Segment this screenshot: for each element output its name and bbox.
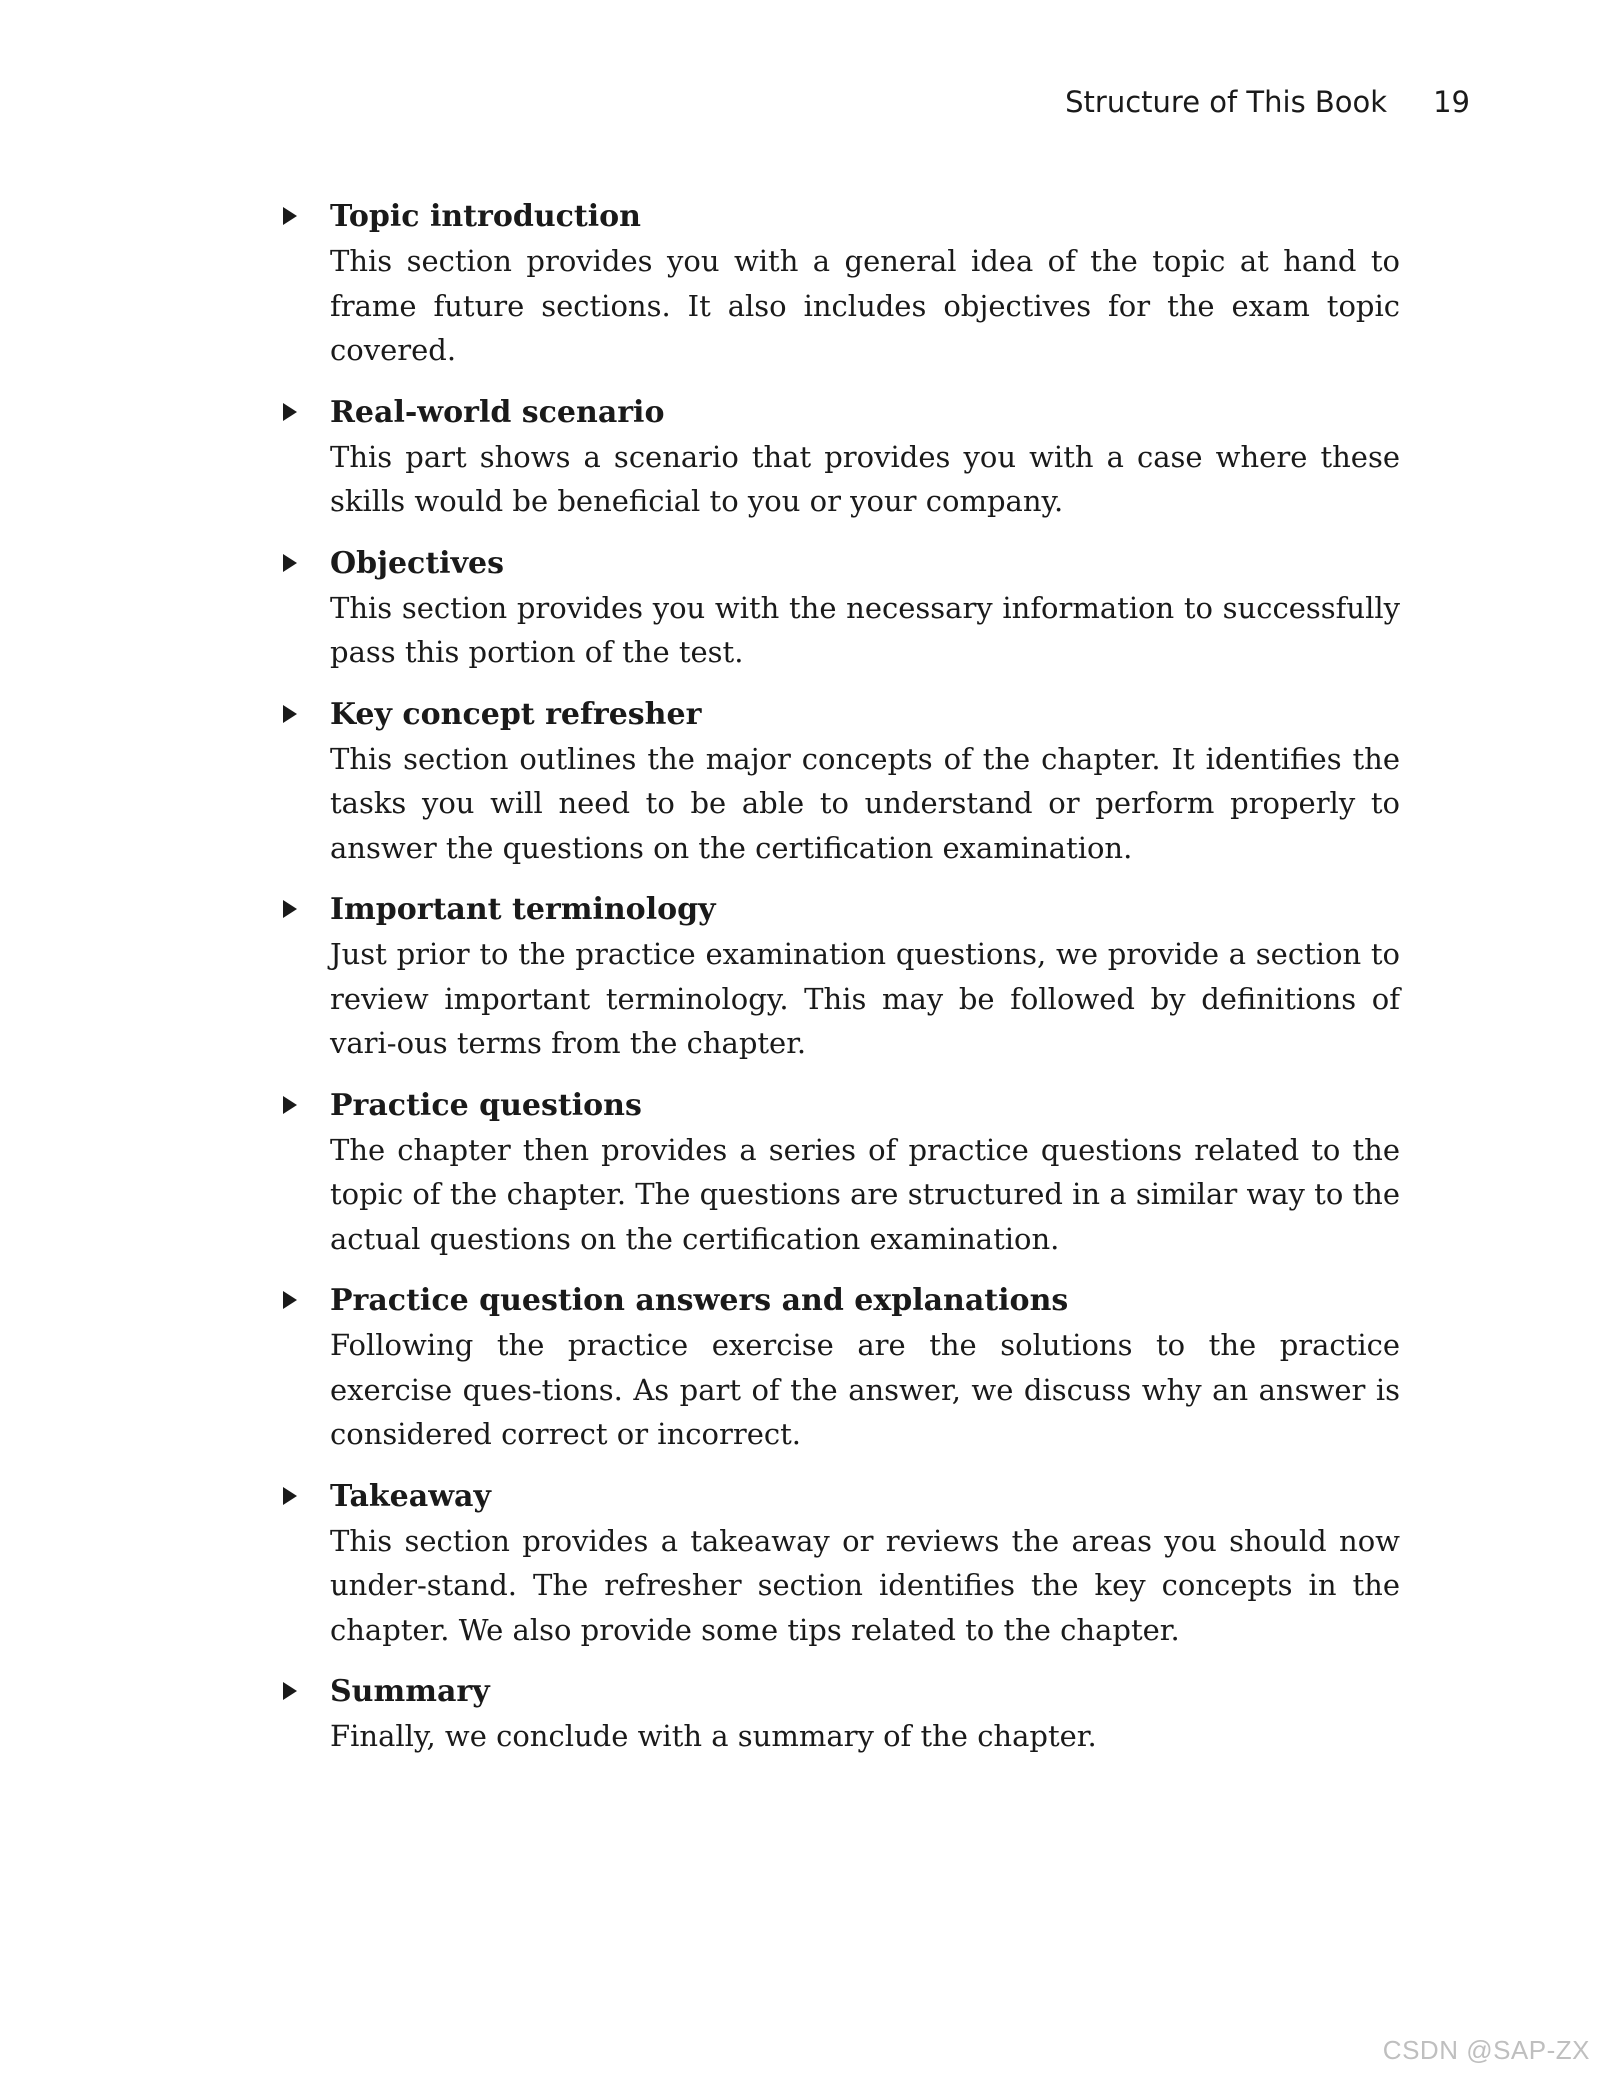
item-body: Finally, we conclude with a summary of the chapter. (330, 1719, 1097, 1753)
watermark: CSDN @SAP-ZX (1382, 2035, 1590, 2065)
triangle-right-icon (283, 207, 297, 225)
item-body: This section provides you with the necessary information to successfully pass this portion of the test. (330, 590, 1400, 669)
list-item (278, 1279, 1400, 1457)
list-item (278, 888, 1400, 1066)
item-body: Just prior to the practice examination questions, we provide a section to review important terminology. This may be followed by definitions of vari-ous terms from the chapter. (330, 937, 1400, 1060)
triangle-right-icon (283, 1487, 297, 1505)
list-item (278, 542, 1400, 675)
triangle-right-icon (283, 1291, 297, 1309)
triangle-right-icon (283, 705, 297, 723)
item-body: This section provides you with a general idea of the topic at hand to frame future sections. It also includes objectives for the exam topic covered. (330, 244, 1400, 367)
item-heading: Summary (330, 1674, 490, 1709)
page-number: 19 (1433, 85, 1470, 119)
item-body: The chapter then provides a series of practice questions related to the topic of the chapter. The questions are structured in a similar way to the actual questions on the certification examination. (330, 1132, 1400, 1256)
item-body: This section provides a takeaway or reviews the areas you should now under-stand. The refresher section identifies the key concepts in the chapter. We also provide some tips related to the chapter. (330, 1523, 1400, 1647)
item-heading: Topic introduction (330, 199, 641, 234)
triangle-right-icon (283, 1682, 297, 1700)
item-body: Following the practice exercise are the solutions to the practice exercise ques-tions. As part of the answer, we discuss why an answer is considered correct or incorrect. (330, 1328, 1400, 1451)
item-heading: Key concept refresher (330, 696, 702, 732)
triangle-right-icon (283, 554, 297, 572)
item-heading: Important terminology (330, 892, 716, 927)
list-item (278, 1475, 1400, 1653)
section-title: Structure of This Book (1065, 85, 1388, 119)
list-item (278, 391, 1400, 524)
item-heading: Practice questions (330, 1087, 642, 1123)
list-item (278, 693, 1400, 871)
item-body: This section outlines the major concepts of the chapter. It identifies the tasks you will need to be able to understand or perform properly to answer the questions on the certification examination. (330, 741, 1400, 865)
running-header (1065, 82, 1470, 122)
list-item (278, 195, 1400, 373)
triangle-right-icon (283, 403, 297, 421)
triangle-right-icon (283, 900, 297, 918)
item-heading: Takeaway (330, 1478, 491, 1514)
item-body: This part shows a scenario that provides you with a case where these skills would be beneficial to you or your company. (330, 439, 1400, 518)
triangle-right-icon (283, 1096, 297, 1114)
structure-list (278, 195, 1400, 1777)
list-item (278, 1084, 1400, 1262)
item-heading: Real-world scenario (330, 394, 665, 430)
list-item (278, 1670, 1400, 1759)
item-heading: Objectives (330, 545, 504, 581)
item-heading: Practice question answers and explanations (330, 1283, 1069, 1318)
